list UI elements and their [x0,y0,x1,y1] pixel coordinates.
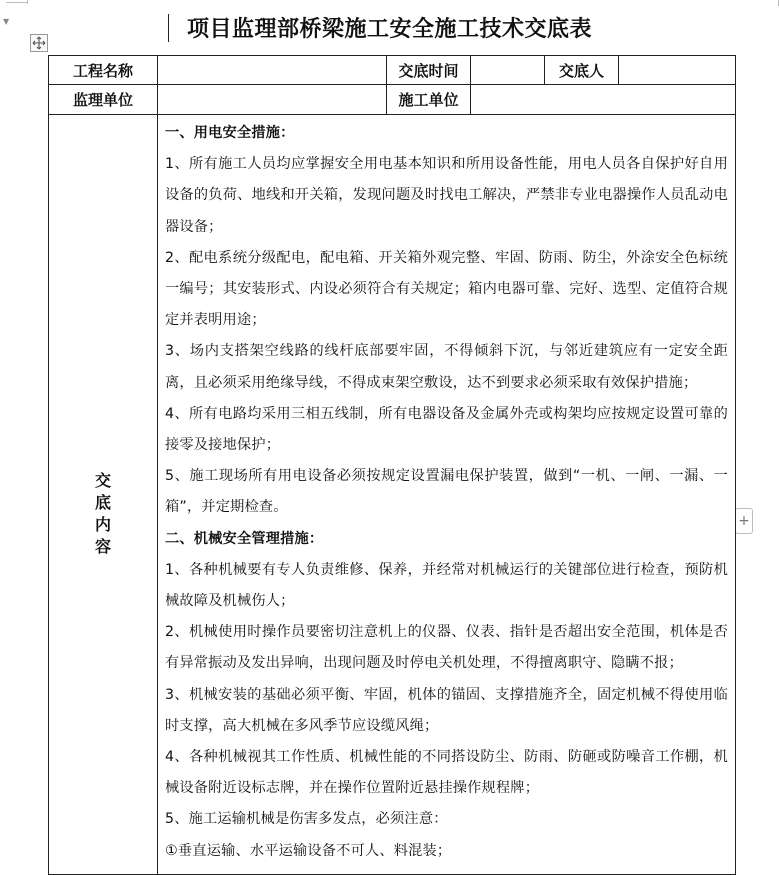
content-paragraph: 4、各种机械视其工作性质、机械性能的不同搭设防尘、防雨、防砸或防噪音工作棚，机械设备附近设标志牌，并在操作位置附近悬挂操作规程牌； [165,749,728,797]
content-paragraph: 3、场内支搭架空线路的线杆底部要牢固，不得倾斜下沉，与邻近建筑应有一定安全距离，且必须采用绝缘导线，不得成束架空敷设，达不到要求必须采取有效保护措施； [165,343,728,391]
collapse-caret-icon[interactable]: ▼ [3,17,10,26]
disclosure-person-field[interactable] [619,56,736,85]
text-cursor [168,14,169,42]
disclosure-person-label: 交底人 [545,56,619,85]
content-paragraph: 2、机械使用时操作员要密切注意机上的仪器、仪表、指针是否超出安全范围，机体是否有异常振动及发出异响，出现问题及时停电关机处理，不得擅离职守、隐瞒不报； [165,624,728,672]
content-paragraph: 5、施工运输机械是伤害多发点，必须注意： [165,811,448,828]
content-paragraph: 5、施工现场所有用电设备必须按规定设置漏电保护装置，做到“一机、一闸、一漏、一箱”，并定期检查。 [165,468,728,516]
content-paragraph: 1、各种机械要有专人负责维修、保养，并经常对机械运行的关键部位进行检查，预防机械故障及机械伤人； [165,561,728,610]
content-paragraph: 3、机械安装的基础必须平衡、牢固，机体的锚固、支撑措施齐全，固定机械不得使用临时支撑，高大机械在多风季节应设缆风绳； [165,686,728,734]
header-row-2 [49,85,736,115]
content-row [49,115,736,875]
disclosure-table [48,55,736,875]
side-label-char: 容 [94,536,111,556]
project-name-field[interactable] [158,56,387,85]
disclosure-content-cell[interactable] [158,115,736,875]
content-paragraph: ①垂直运输、水平运输设备不可人、料混装； [165,842,452,859]
disclosure-time-field[interactable] [471,56,545,85]
content-paragraph: 4、所有电路均采用三相五线制，所有电器设备及金属外壳或构架均应按规定设置可靠的接零及接地保护； [165,405,728,454]
construction-unit-label: 施工单位 [387,85,471,115]
disclosure-time-label: 交底时间 [387,56,471,85]
side-label-char: 底 [94,492,111,512]
side-label-char: 交 [94,470,111,490]
content-list [165,118,728,867]
header-row-1 [49,56,736,85]
content-paragraph: 1、所有施工人员均应掌握安全用电基本知识和所用设备性能，用电人员各自保护好自用设备的负荷、地线和开关箱，发现问题及时找电工解决，严禁非专业电器操作人员乱动电器设备； [165,156,728,235]
supervisor-unit-field[interactable] [158,85,387,115]
document-title: 项目监理部桥梁施工安全施工技术交底表 [186,16,592,42]
page-corner-mark-right [762,0,779,6]
construction-unit-field[interactable] [471,85,736,115]
project-name-label: 工程名称 [49,56,158,85]
disclosure-content-label [49,115,158,875]
content-paragraph: 2、配电系统分级配电，配电箱、开关箱外观完整、牢固、防雨、防尘，外涂安全色标统一编号；其安装形式、内设必须符合有关规定；箱内电器可靠、完好、选型、定值符合规定并表明用途； [165,249,728,329]
add-row-icon[interactable]: + [735,508,753,534]
side-label-char: 内 [94,514,111,534]
supervisor-unit-label: 监理单位 [49,85,158,115]
section-heading: 二、机械安全管理措施： [165,530,324,547]
section-heading: 一、用电安全措施： [165,125,295,141]
